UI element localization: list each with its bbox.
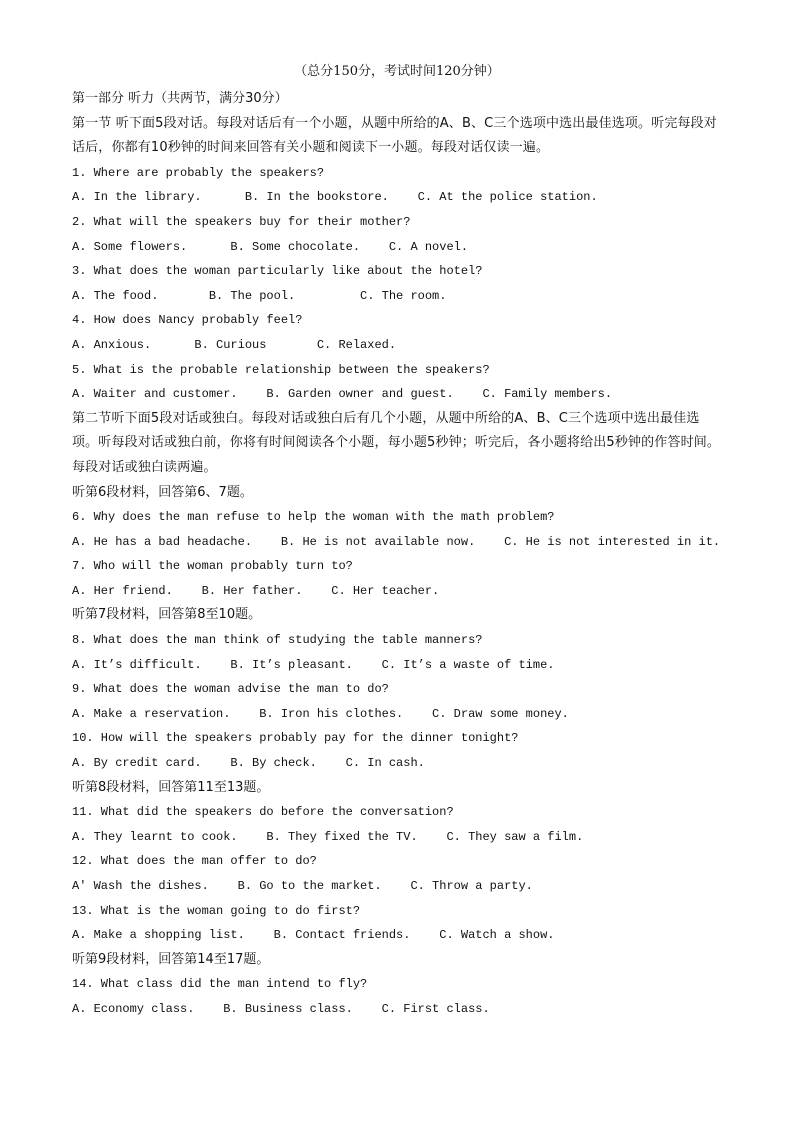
options-4: A. Anxious. B. Curious C. Relaxed. [72,337,397,352]
question-line: 12. What does the man offer to do? [72,854,317,869]
question-line: A' Wash the dishes. B. Go to the market. C. Throw a party. [72,879,533,894]
listening-section [72,87,722,1022]
question-3: 3. What does the woman particularly like about the hotel? [72,264,483,279]
question-line: 14. What class did the man intend to fly? [72,977,368,992]
question-line: 10. How will the speakers probably pay for the dinner tonight? [72,731,519,746]
question-4: 4. How does Nancy probably feel? [72,313,303,328]
question-line: A. Economy class. B. Business class. C. First class. [72,1001,490,1016]
section1-instructions: 第一节 听下面5段对话。每段对话后有一个小题，从题中所给的A、B、C三个选项中选出最佳选项。听完每段对话后，你都有10秒钟的时间来回答有关小题和阅读下一小题。每段对话仅读一遍。 [72,115,717,156]
material-heading: 听第9段材料，回答第14至17题。 [72,951,270,967]
question-line: A. He has a bad headache. B. He is not available now. C. He is not interested in it. [72,534,721,549]
question-line: 13. What is the woman going to do first? [72,903,361,918]
options-3: A. The food. B. The pool. C. The room. [72,288,447,303]
options-1: A. In the library. B. In the bookstore. C. At the police station. [72,190,598,205]
question-line: 6. Why does the man refuse to help the woman with the math problem? [72,510,555,525]
section2-instructions: 第二节听下面5段对话或独白。每段对话或独白后有几个小题，从题中所给的A、B、C三个选项中选出最佳选项。听每段对话或独白前，你将有时间阅读各个小题，每小题5秒钟；听完后，各小题将给出5秒钟的作答时间。每段对话或独白读两遍。 [72,410,721,475]
question-line: 8. What does the man think of studying the table manners? [72,633,483,648]
question-line: A. By credit card. B. By check. C. In cash. [72,756,425,771]
material-heading: 听第8段材料，回答第11至13题。 [72,779,270,795]
section2-lines [72,481,722,1022]
question-line: A. Her friend. B. Her father. C. Her teacher. [72,583,440,598]
options-2: A. Some flowers. B. Some chocolate. C. A novel. [72,239,469,254]
question-line: A. Make a reservation. B. Iron his clothes. C. Draw some money. [72,706,569,721]
question-line: 7. Who will the woman probably turn to? [72,559,353,574]
question-1: 1. Where are probably the speakers? [72,165,325,180]
question-5: 5. What is the probable relationship between the speakers? [72,362,490,377]
part-title: 第一部分 听力（共两节，满分30分） [72,91,288,106]
exam-header: （总分150分，考试时间120分钟） [294,64,500,79]
material-heading: 听第6段材料，回答第6、7题。 [72,484,253,500]
question-line: 9. What does the woman advise the man to do? [72,682,389,697]
question-2: 2. What will the speakers buy for their mother? [72,214,411,229]
question-line: A. It’s difficult. B. It’s pleasant. C. It’s a waste of time. [72,657,555,672]
question-line: 11. What did the speakers do before the conversation? [72,805,454,820]
options-5: A. Waiter and customer. B. Garden owner and guest. C. Family members. [72,387,613,402]
question-line: A. They learnt to cook. B. They fixed the TV. C. They saw a film. [72,829,584,844]
question-line: A. Make a shopping list. B. Contact friends. C. Watch a show. [72,928,555,943]
material-heading: 听第7段材料，回答第8至10题。 [72,607,262,623]
